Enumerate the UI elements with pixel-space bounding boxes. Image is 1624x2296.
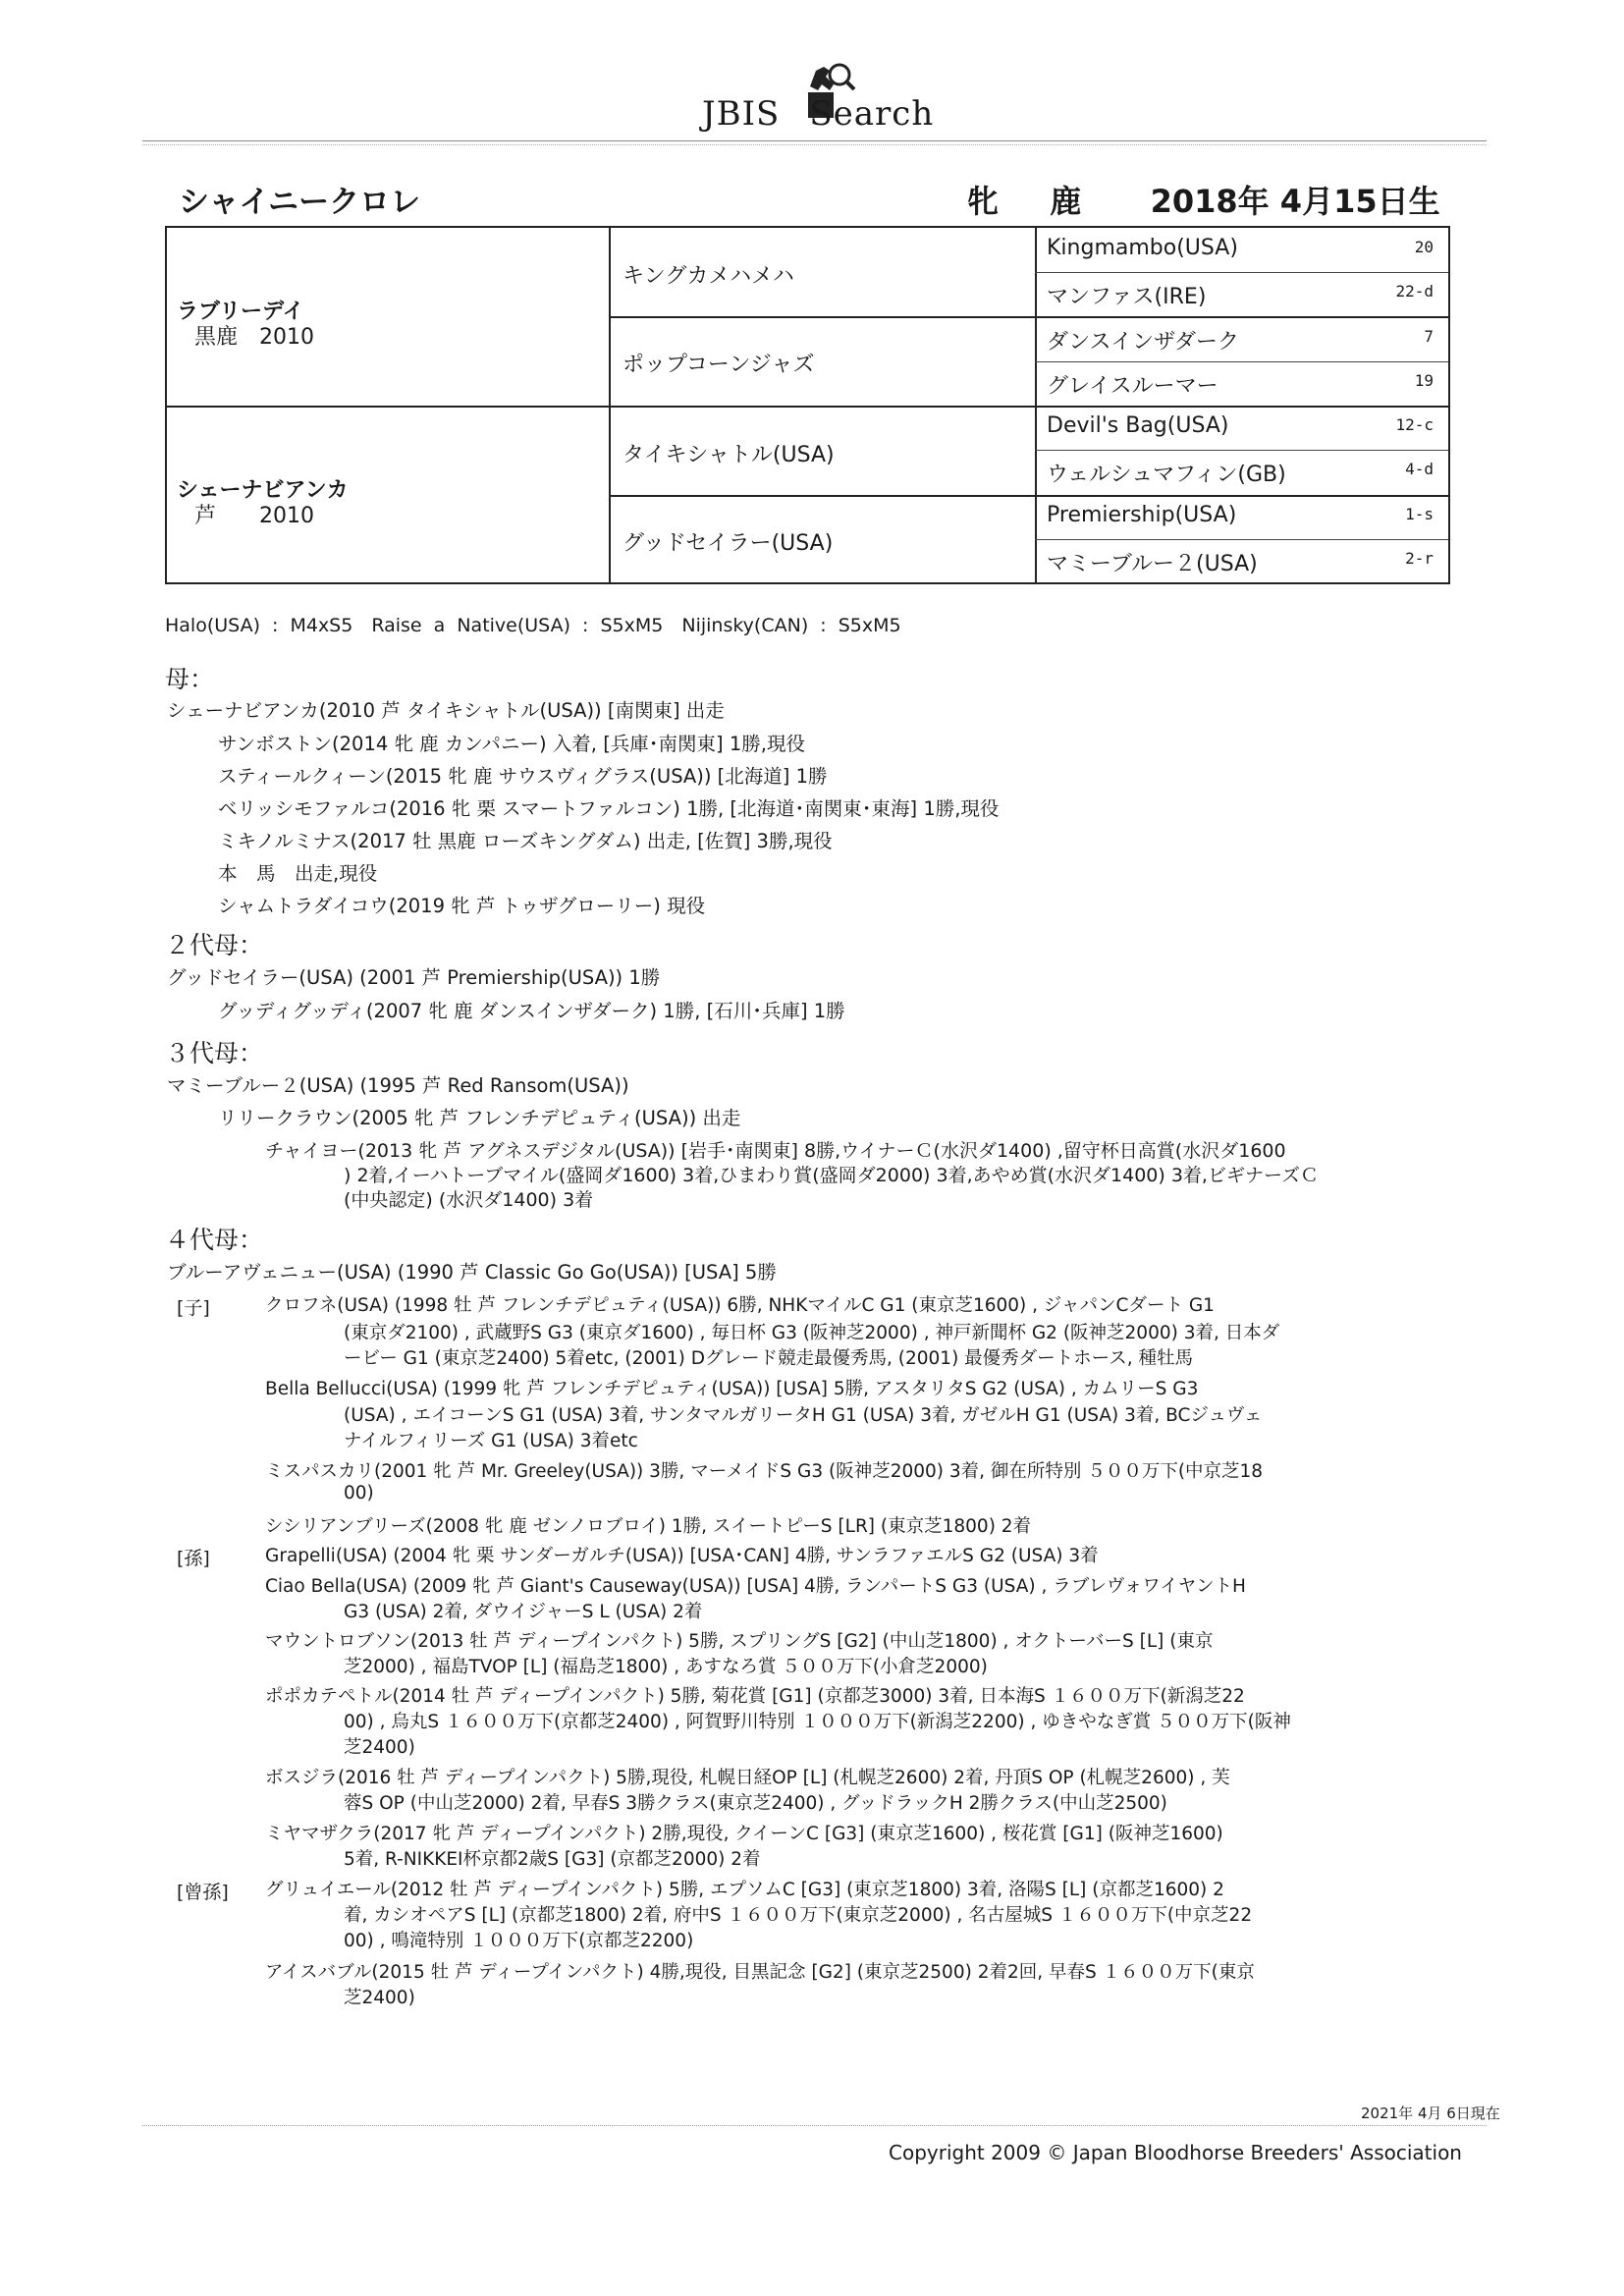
gen4-line: ミスパスカリ(2001 牝 芦 Mr. Greeley(USA)) 3勝, マーメイドS G3 (阪神芝2000) 3着, 御在所特別 ５００万下(中京芝18 bbox=[265, 1461, 1264, 1482]
gen3-1: マンファス(IRE) 22-d bbox=[1047, 282, 1434, 309]
gen4-line: グリュイエール(2012 牡 芦 ディープインパクト) 5勝, エプソムC [G3] (東京芝1800) 3着, 洛陽S [L] (京都芝1600) 2 bbox=[265, 1880, 1224, 1900]
horse-name: シャイニークロレ bbox=[179, 185, 421, 220]
tag-child: [子] bbox=[177, 1297, 210, 1319]
section-gen4: ４代母： bbox=[165, 1226, 264, 1254]
horse-birth: 2018年 4月15日生 bbox=[1150, 183, 1440, 220]
horse-color: 鹿 bbox=[1050, 183, 1082, 220]
gen4-line: Grapelli(USA) (2004 牝 栗 サンダーガルチ(USA)) [USA･CAN] 4勝, サンラファエルS G2 (USA) 3着 bbox=[265, 1546, 1099, 1566]
gen4-line: Ciao Bella(USA) (2009 牝 芦 Giant's Causeway(USA)) [USA] 4勝, ランパートS G3 (USA) , ラブレヴォワイヤントH bbox=[265, 1576, 1246, 1597]
dam-line: スティールクィーン(2015 牝 鹿 サウスヴィグラス(USA)) [北海道] 1勝 bbox=[218, 765, 828, 788]
logo-text-jbis: JBIS bbox=[702, 94, 781, 134]
gen4-line: 芝2400) bbox=[344, 1737, 415, 1758]
section-dam: 母： bbox=[165, 665, 215, 693]
gen4-line: ボスジラ(2016 牡 芦 ディープインパクト) 5勝,現役, 札幌日経OP [L] (札幌芝2600) 2着, 丹頂S OP (札幌芝2600) , 芙 bbox=[265, 1768, 1230, 1788]
logo-text-search: Search bbox=[809, 94, 935, 134]
dam-line: サンボストン(2014 牝 鹿 カンパニー) 入着, [兵庫･南関東] 1勝,現役 bbox=[218, 733, 805, 755]
gen4-line: G3 (USA) 2着, ダウイジャーS L (USA) 2着 bbox=[344, 1602, 703, 1622]
header-rule-dotted bbox=[142, 144, 1487, 145]
gen4-line: アイスバブル(2015 牡 芦 ディープインパクト) 4勝,現役, 目黒記念 [G2] (東京芝2500) 2着2回, 早春S １６００万下(東京 bbox=[265, 1962, 1255, 1983]
gen4-line: 蓉S OP (中山芝2000) 2着, 早春S 3勝クラス(東京芝2400) , グッドラックH 2勝クラス(中山芝2500) bbox=[344, 1793, 1167, 1814]
gen4-line: マウントロブソン(2013 牡 芦 ディープインパクト) 5勝, スプリングS [G2] (中山芝1800) , オクトーバーS [L] (東京 bbox=[265, 1631, 1214, 1652]
gen4-line: (東京ダ2100) , 武蔵野S G3 (東京ダ1600) , 毎日杯 G3 (阪神芝2000) , 神戸新聞杯 G2 (阪神芝2000) 3着, 日本ダ bbox=[344, 1323, 1280, 1343]
jbis-logo bbox=[702, 57, 938, 136]
gen3-4: Devil's Bag(USA) 12-c bbox=[1047, 413, 1434, 438]
inbreeding-note: Halo(USA) : M4xS5 Raise a Native(USA) : S5xM5 Nijinsky(CAN) : S5xM5 bbox=[165, 615, 901, 636]
gen2-0: キングカメハメハ bbox=[623, 264, 794, 289]
gen4-line: ミヤマザクラ(2017 牝 芦 ディープインパクト) 2勝,現役, クイーンC [G3] (東京芝1600) , 桜花賞 [G1] (阪神芝1600) bbox=[265, 1824, 1223, 1844]
dam-name: シェーナビアンカ bbox=[177, 478, 349, 503]
gen3-6: Premiership(USA) 1-s bbox=[1047, 503, 1434, 527]
section-gen2: ２代母： bbox=[165, 931, 264, 959]
dam-line: ベリッシモファルコ(2016 牝 栗 スマートファルコン) 1勝, [北海道･南関東･東海] 1勝,現役 bbox=[218, 797, 1000, 820]
sire-info: 黒鹿 2010 bbox=[194, 325, 314, 350]
dam-line: シェーナビアンカ(2010 芦 タイキシャトル(USA)) [南関東] 出走 bbox=[167, 699, 725, 722]
gen2-line: グッディグッディ(2007 牝 鹿 ダンスインザダーク) 1勝, [石川･兵庫] 1勝 bbox=[218, 1000, 845, 1022]
gen4-line: ブルーアヴェニュー(USA) (1990 芦 Classic Go Go(USA)) [USA] 5勝 bbox=[167, 1261, 777, 1284]
as-of-date: 2021年 4月 6日現在 bbox=[1361, 2105, 1500, 2122]
gen3-line: リリークラウン(2005 牝 芦 フレンチデピュティ(USA)) 出走 bbox=[218, 1107, 741, 1129]
copyright: Copyright 2009 © Japan Bloodhorse Breeders' Association bbox=[889, 2141, 1462, 2164]
gen4-line: クロフネ(USA) (1998 牡 芦 フレンチデピュティ(USA)) 6勝, NHKマイルC G1 (東京芝1600) , ジャパンCダート G1 bbox=[265, 1295, 1215, 1316]
gen3-line: (中央認定) (水沢ダ1400) 3着 bbox=[344, 1189, 594, 1211]
gen4-line: シシリアンブリーズ(2008 牝 鹿 ゼンノロブロイ) 1勝, スイートピーS [LR] (東京芝1800) 2着 bbox=[265, 1516, 1032, 1537]
tag-great-grandchild: [曾孫] bbox=[177, 1882, 229, 1903]
gen2-3: グッドセイラー(USA) bbox=[623, 531, 834, 556]
gen3-line: マミーブルー２(USA) (1995 芦 Red Ransom(USA)) bbox=[167, 1074, 629, 1097]
sire-name: ラブリーデイ bbox=[177, 300, 304, 324]
section-gen3: ３代母： bbox=[165, 1039, 264, 1067]
gen4-line: (USA) , エイコーンS G1 (USA) 3着, サンタマルガリータH G1 (USA) 3着, ガゼルH G1 (USA) 3着, BCジュヴェ bbox=[344, 1405, 1263, 1426]
footer-rule bbox=[142, 2125, 1487, 2126]
gen2-1: ポップコーンジャズ bbox=[623, 353, 815, 377]
gen3-2: ダンスインザダーク 7 bbox=[1047, 327, 1434, 355]
horse-sex: 牝 bbox=[967, 183, 1000, 220]
gen4-line: 00) bbox=[344, 1483, 374, 1503]
gen4-line: ナイルフィリーズ G1 (USA) 3着etc bbox=[344, 1431, 638, 1451]
pedigree-table bbox=[165, 226, 1450, 584]
gen2-line: グッドセイラー(USA) (2001 芦 Premiership(USA)) 1勝 bbox=[167, 966, 661, 989]
gen4-line: 芝2000) , 福島TVOP [L] (福島芝1800) , あすなろ賞 ５００万下(小倉芝2000) bbox=[344, 1657, 988, 1677]
header-rule bbox=[142, 140, 1487, 141]
gen3-line: チャイヨー(2013 牝 芦 アグネスデジタル(USA)) [岩手･南関東] 8勝,ウイナーＣ(水沢ダ1400) ,留守杯日高賞(水沢ダ1600 bbox=[265, 1140, 1286, 1162]
gen3-5: ウェルシュマフィン(GB) 4-d bbox=[1047, 460, 1434, 487]
gen3-0: Kingmambo(USA) 20 bbox=[1047, 236, 1434, 260]
gen4-line: 着, カシオペアS [L] (京都芝1800) 2着, 府中S １６００万下(東京芝2000) , 名古屋城S １６００万下(中京芝22 bbox=[344, 1905, 1253, 1926]
tag-grandchild: [孫] bbox=[177, 1548, 210, 1569]
horse-info bbox=[967, 177, 1440, 222]
gen4-line: Bella Bellucci(USA) (1999 牝 芦 フレンチデピュティ(USA)) [USA] 5勝, アスタリタS G2 (USA) , カムリーS G3 bbox=[265, 1379, 1199, 1399]
gen4-line: 00) , 鳴滝特別 １０００万下(京都芝2200) bbox=[344, 1931, 694, 1951]
gen4-line: ービー G1 (東京芝2400) 5着etc, (2001) Dグレード競走最優秀馬, (2001) 最優秀ダートホース, 種牡馬 bbox=[344, 1348, 1194, 1369]
gen2-2: タイキシャトル(USA) bbox=[623, 443, 835, 467]
dam-info: 芦 2010 bbox=[194, 504, 314, 528]
gen4-line: 00) , 烏丸S １６００万下(京都芝2400) , 阿賀野川特別 １０００万下(新潟芝2200) , ゆきやなぎ賞 ５００万下(阪神 bbox=[344, 1712, 1291, 1732]
gen3-3: グレイスルーマー 19 bbox=[1047, 371, 1434, 399]
dam-line: シャムトラダイコウ(2019 牝 芦 トゥザグローリー) 現役 bbox=[218, 895, 706, 917]
gen4-line: 5着, R-NIKKEI杯京都2歳S [G3] (京都芝2000) 2着 bbox=[344, 1849, 761, 1870]
gen3-line: ) 2着,イーハトーブマイル(盛岡ダ1600) 3着,ひまわり賞(盛岡ダ2000) 3着,あやめ賞(水沢ダ1400) 3着,ビギナーズＣ bbox=[344, 1165, 1320, 1186]
dam-line: 本 馬 出走,現役 bbox=[218, 862, 378, 885]
gen3-7: マミーブルー２(USA) 2-r bbox=[1047, 549, 1434, 576]
gen4-line: ポポカテペトル(2014 牡 芦 ディープインパクト) 5勝, 菊花賞 [G1] (京都芝3000) 3着, 日本海S １６００万下(新潟芝22 bbox=[265, 1686, 1245, 1707]
dam-line: ミキノルミナス(2017 牡 黒鹿 ローズキングダム) 出走, [佐賀] 3勝,現役 bbox=[218, 830, 833, 852]
gen4-line: 芝2400) bbox=[344, 1988, 415, 2008]
